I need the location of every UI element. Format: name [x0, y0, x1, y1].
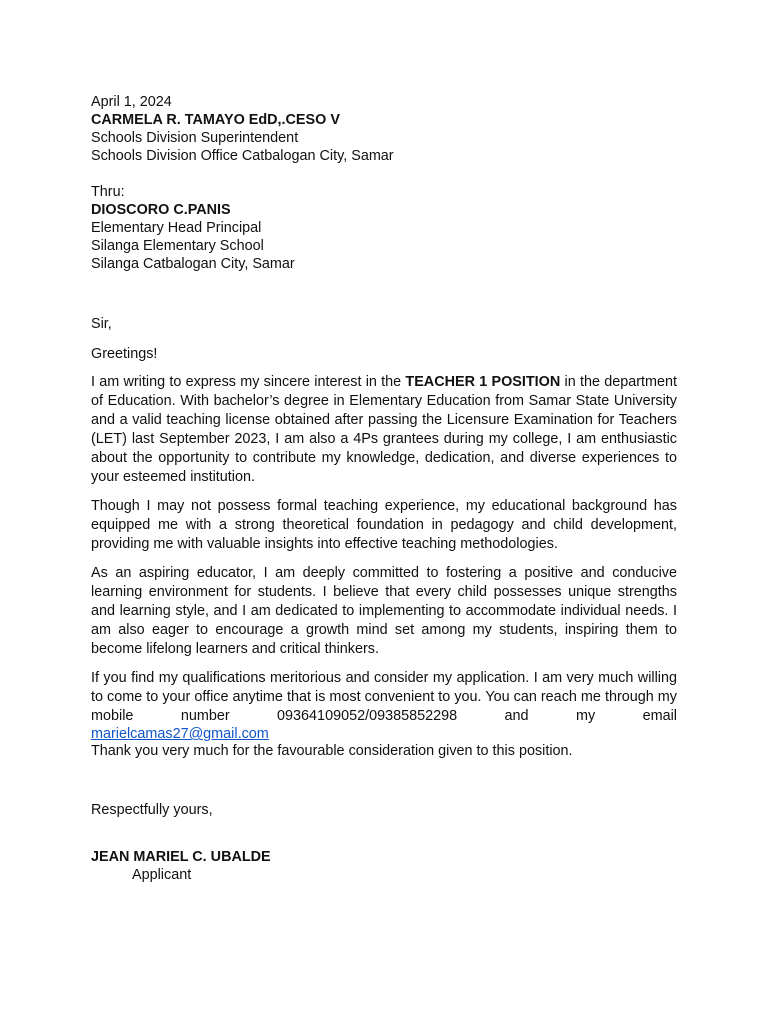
spacer	[91, 333, 677, 345]
thru-school: Silanga Elementary School	[91, 238, 264, 254]
recipient-office: Schools Division Office Catbalogan City, Samar	[91, 148, 394, 164]
paragraph-interest	[91, 373, 677, 487]
salutation: Sir,	[91, 316, 112, 332]
closing: Respectfully yours,	[91, 802, 213, 818]
signature-name: JEAN MARIEL C. UBALDE	[91, 849, 271, 865]
email-link[interactable]: marielcamas27@gmail.com	[91, 726, 269, 742]
thru-label: Thru:	[91, 184, 125, 200]
paragraph-interest-start: I am writing to express my sincere interest in the	[91, 374, 406, 390]
thru-name: DIOSCORO C.PANIS	[91, 202, 231, 218]
spacer	[91, 363, 677, 373]
signature-role: Applicant	[132, 867, 192, 883]
thanks-line: Thank you very much for the favourable consideration given to this position.	[91, 743, 573, 759]
recipient-title: Schools Division Superintendent	[91, 130, 299, 146]
recipient-name: CARMELA R. TAMAYO EdD,.CESO V	[91, 112, 340, 128]
letter-body	[91, 93, 677, 884]
spacer	[91, 819, 677, 848]
thru-title: Elementary Head Principal	[91, 220, 262, 236]
greeting: Greetings!	[91, 346, 158, 362]
position-title: TEACHER 1 POSITION	[405, 374, 561, 390]
letter-date: April 1, 2024	[91, 94, 172, 110]
paragraph-background: Though I may not possess formal teaching experience, my educational background has equipped me with a strong theoretical foundation in pedagogy and child development, providing me with valuable insights into effective teaching methodologies.	[91, 498, 677, 552]
paragraph-interest-end: in the department of Education. With bachelor’s degree in Elementary Education from Samar State University and a valid teaching license obtained after passing the Licensure Examination for Teachers (LET) last September 2023, I am also a 4Ps grantees during my college, I am enthusiastic about the opportunity to contribute my knowledge, dedication, and diverse experiences to your esteemed institution.	[91, 374, 677, 485]
paragraph-contact: If you find my qualifications meritorious and consider my application. I am very much willing to come to your office anytime that is most convenient to you. You can reach me through my mobile number 09364109052/09385852298 and my email	[91, 670, 677, 724]
spacer	[91, 165, 677, 183]
thru-address: Silanga Catbalogan City, Samar	[91, 256, 295, 272]
paragraph-commitment: As an aspiring educator, I am deeply committed to fostering a positive and conducive learning environment for students. I believe that every child possesses unique strengths and learning style, and I am dedicated to implementing to accommodate individual needs. I am also eager to encourage a growth mind set among my students, inspiring them to become lifelong learners and critical thinkers.	[91, 565, 677, 657]
spacer	[91, 273, 677, 315]
spacer	[91, 760, 677, 801]
